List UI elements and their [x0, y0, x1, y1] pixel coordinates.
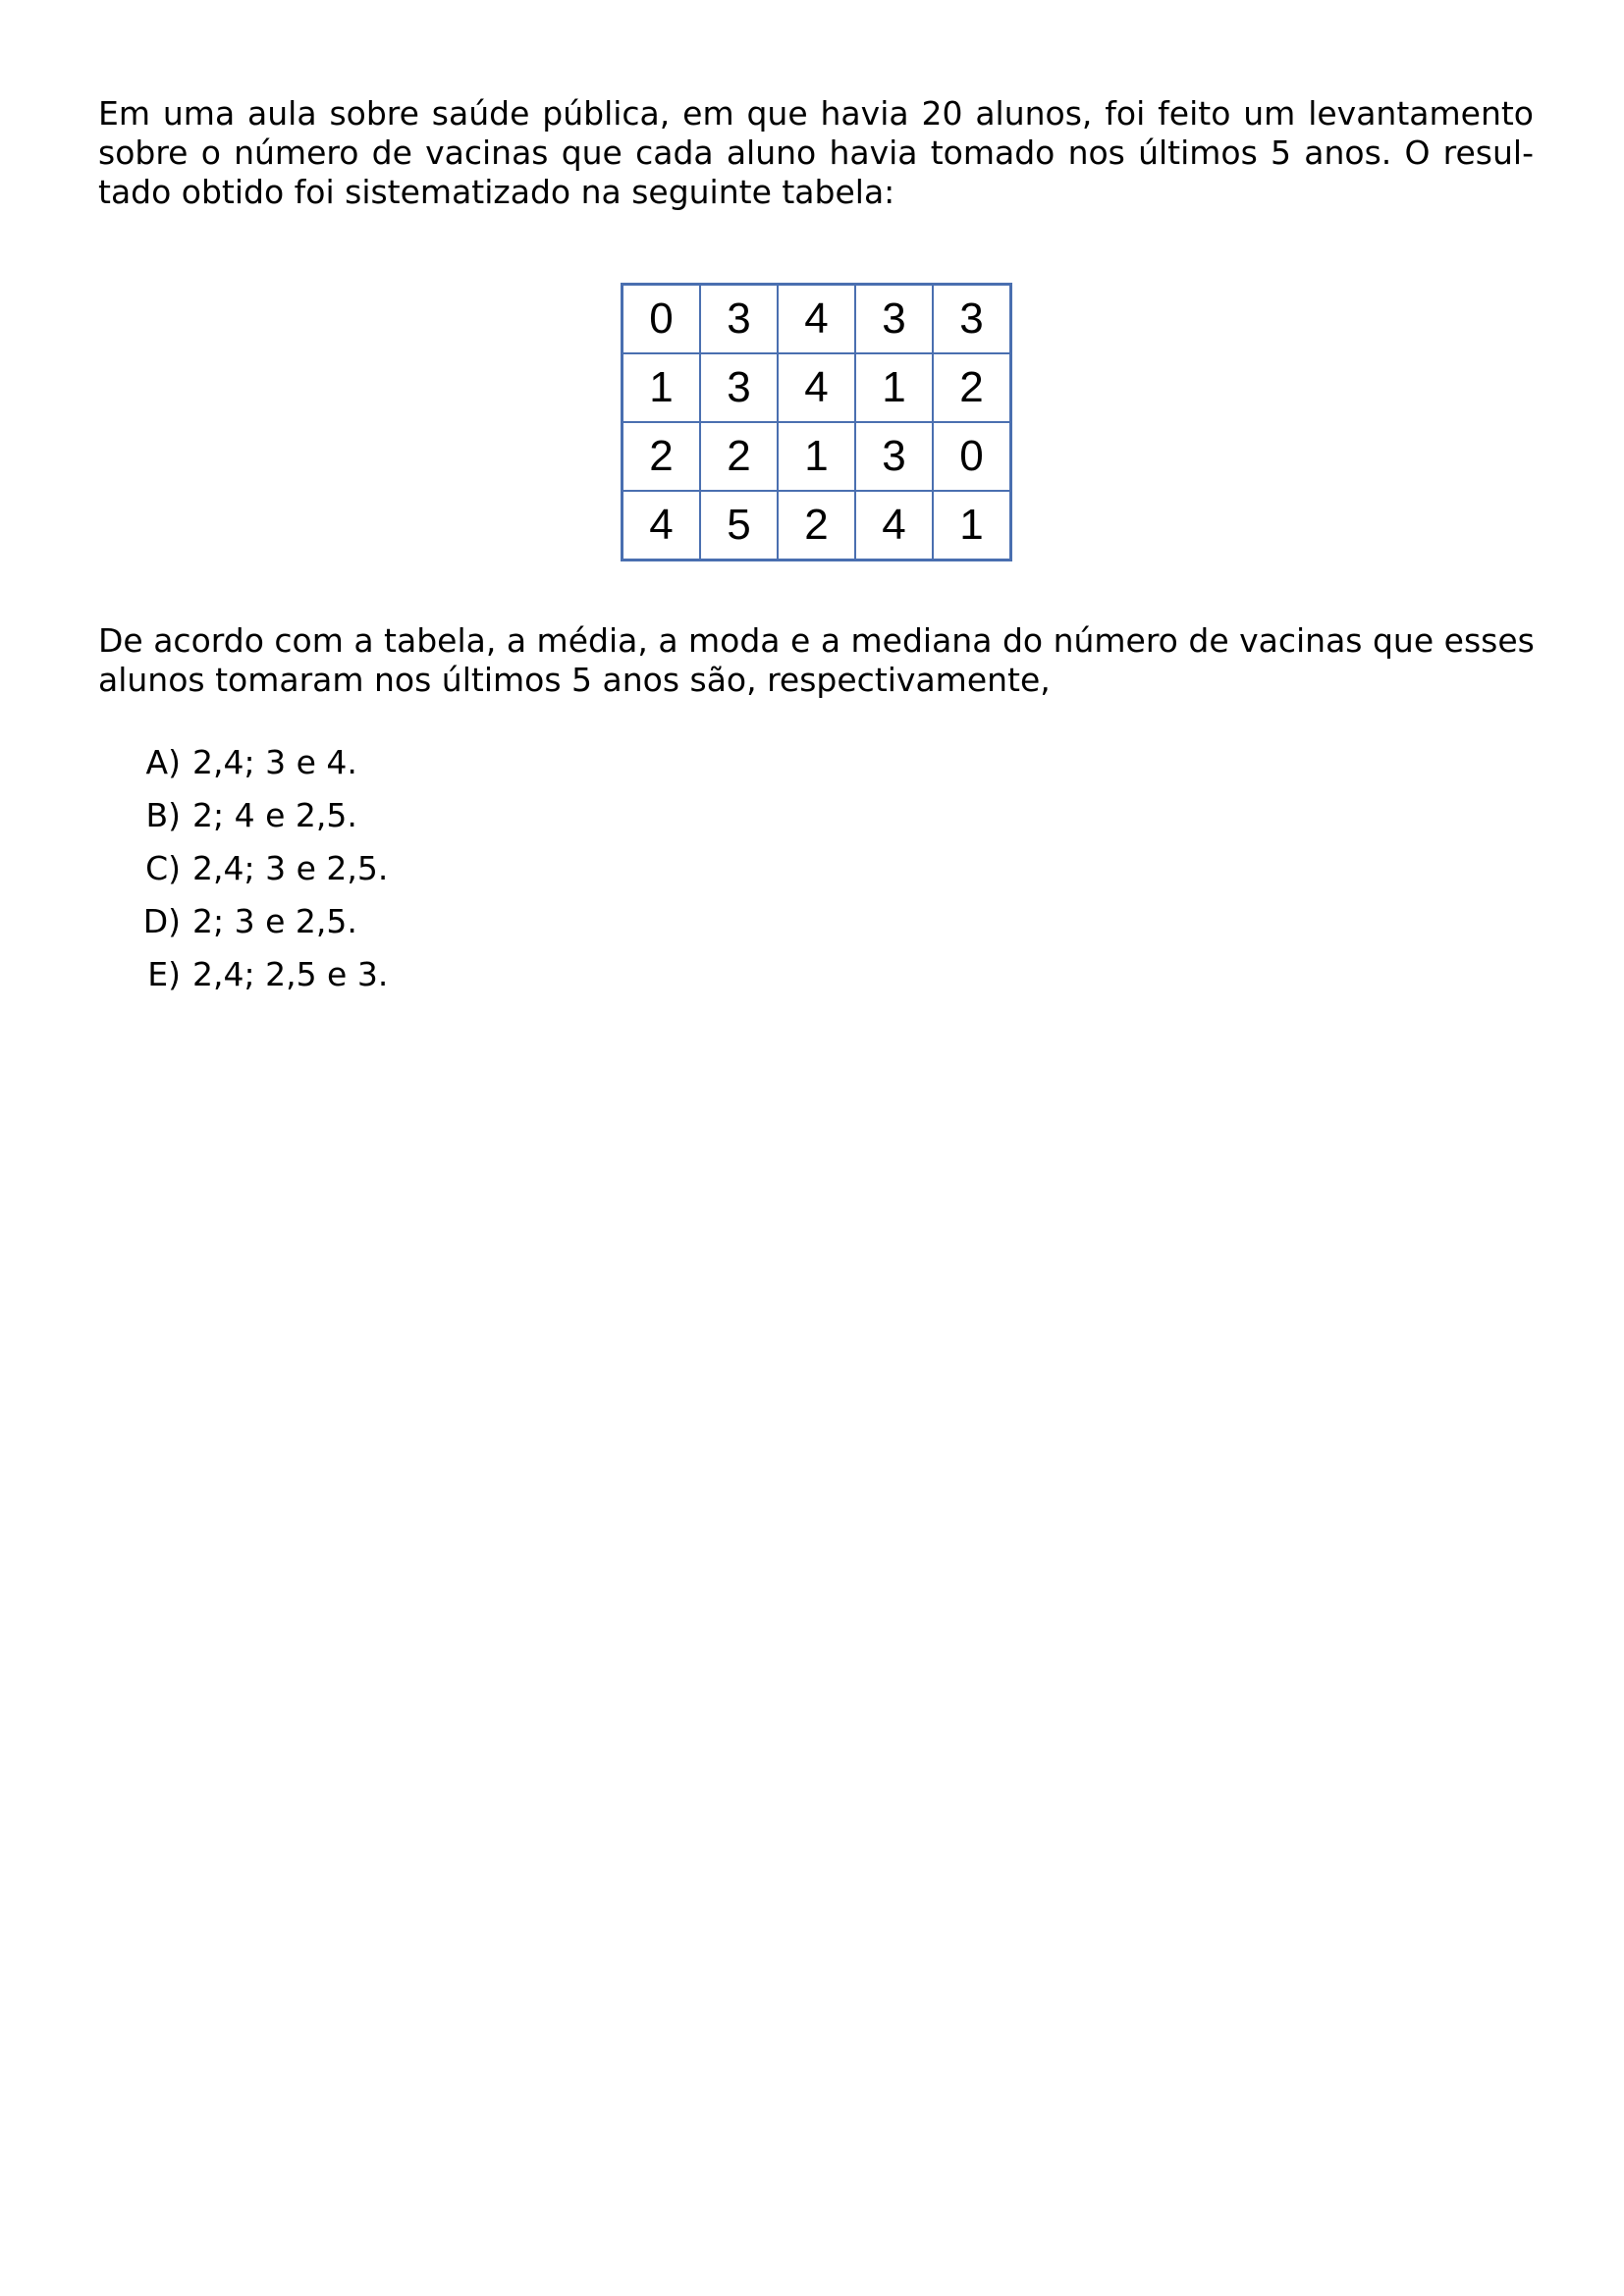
table-cell: 4 — [855, 491, 933, 561]
intro-paragraph — [98, 94, 1534, 212]
question-line-2: alunos tomaram nos últimos 5 anos são, respectivamente, — [98, 661, 1051, 699]
table-cell: 2 — [623, 422, 701, 491]
option-letter: C) — [145, 849, 181, 887]
option-letter: B) — [145, 796, 181, 834]
table-row — [623, 285, 1011, 354]
table-cell: 2 — [778, 491, 855, 561]
table-cell: 1 — [623, 353, 701, 422]
option-letter: D) — [142, 902, 181, 940]
option-e[interactable] — [126, 948, 388, 1001]
vaccine-table-container — [621, 283, 1012, 561]
table-cell: 1 — [778, 422, 855, 491]
table-cell: 4 — [778, 353, 855, 422]
option-text: 2,4; 2,5 e 3. — [192, 955, 389, 993]
table-cell: 4 — [778, 285, 855, 354]
table-cell: 0 — [623, 285, 701, 354]
question-paragraph — [98, 621, 1534, 700]
answer-options — [126, 736, 388, 1001]
table-cell: 3 — [700, 353, 778, 422]
table-cell: 3 — [855, 285, 933, 354]
table-cell: 3 — [700, 285, 778, 354]
table-row — [623, 422, 1011, 491]
vaccine-count-table — [621, 283, 1012, 561]
option-letter: A) — [145, 743, 181, 781]
table-cell: 2 — [933, 353, 1011, 422]
intro-line-3: tado obtido foi sistematizado na seguinte tabela: — [98, 173, 895, 211]
option-text: 2,4; 3 e 4. — [192, 743, 357, 781]
table-cell: 1 — [933, 491, 1011, 561]
question-line-1: De acordo com a tabela, a média, a moda e a mediana do número de vacinas que esses — [98, 621, 1535, 660]
intro-line-2: sobre o número de vacinas que cada aluno havia tomado nos últimos 5 anos. O resul- — [98, 133, 1534, 172]
table-cell: 1 — [855, 353, 933, 422]
table-cell: 3 — [855, 422, 933, 491]
option-d[interactable] — [126, 895, 388, 948]
table-cell: 3 — [933, 285, 1011, 354]
table-cell: 4 — [623, 491, 701, 561]
option-text: 2; 4 e 2,5. — [192, 796, 357, 834]
table-cell: 2 — [700, 422, 778, 491]
table-row — [623, 353, 1011, 422]
intro-line-1: Em uma aula sobre saúde pública, em que havia 20 alunos, foi feito um levantamento — [98, 94, 1534, 133]
table-row — [623, 491, 1011, 561]
option-b[interactable] — [126, 789, 388, 842]
table-cell: 5 — [700, 491, 778, 561]
option-c[interactable] — [126, 842, 388, 895]
option-letter: E) — [147, 955, 181, 993]
option-text: 2,4; 3 e 2,5. — [192, 849, 389, 887]
option-text: 2; 3 e 2,5. — [192, 902, 357, 940]
option-a[interactable] — [126, 736, 388, 789]
table-cell: 0 — [933, 422, 1011, 491]
